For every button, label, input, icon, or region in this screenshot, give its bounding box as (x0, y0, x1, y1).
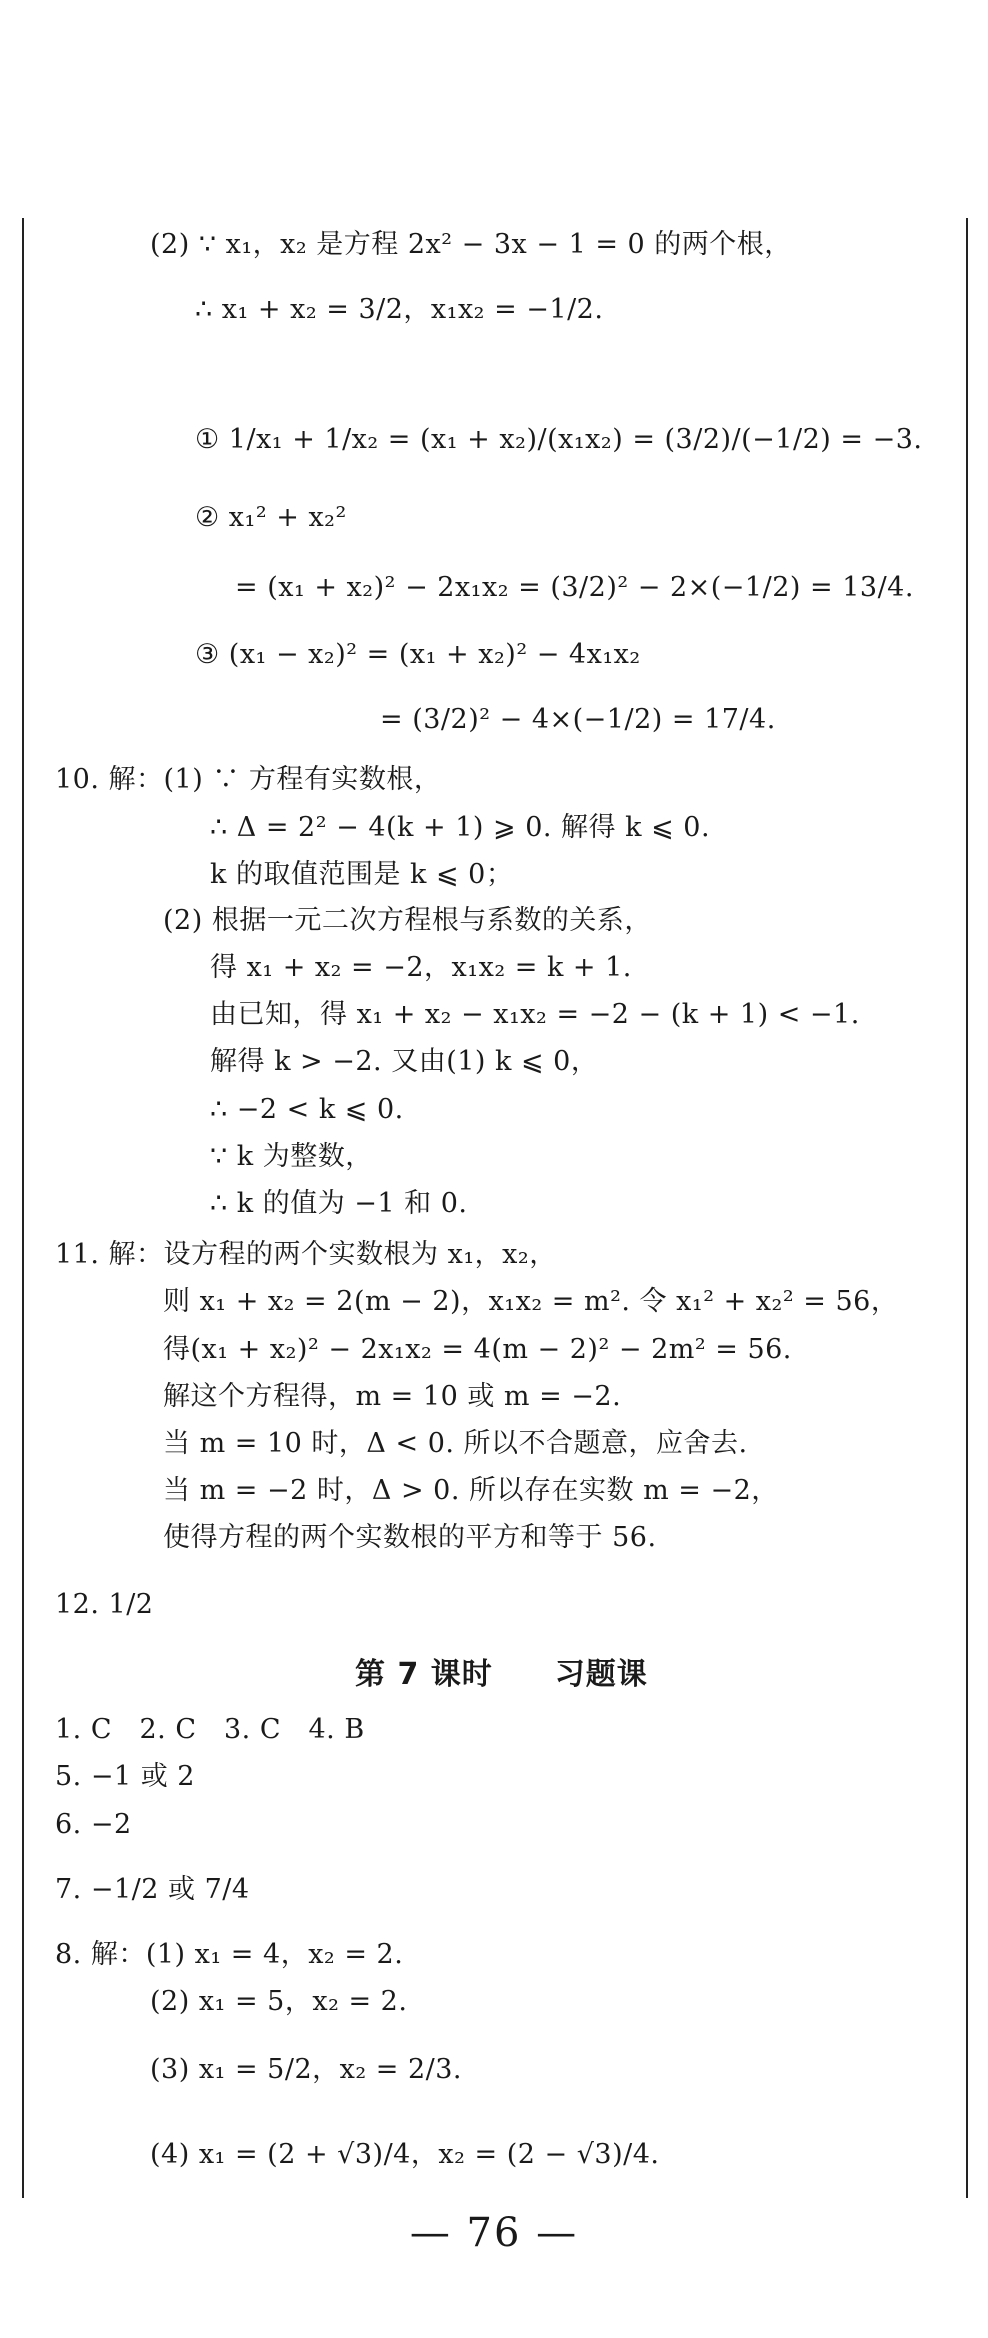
text-line: 由已知，得 x₁ + x₂ − x₁x₂ = −2 − (k + 1) < −1. (210, 999, 860, 1030)
text-line: 解这个方程得，m = 10 或 m = −2. (163, 1381, 622, 1412)
text-line: ∴ x₁ + x₂ = 3/2，x₁x₂ = −1/2. (195, 294, 604, 325)
text-line: ③ (x₁ − x₂)² = (x₁ + x₂)² − 4x₁x₂ (195, 639, 641, 670)
text-line: ∴ k 的值为 −1 和 0. (210, 1188, 468, 1219)
text-line: = (x₁ + x₂)² − 2x₁x₂ = (3/2)² − 2×(−1/2) = 13/4. (235, 572, 914, 603)
right-margin-rule (966, 218, 968, 2198)
text-line: (2) x₁ = 5，x₂ = 2. (150, 1986, 408, 2017)
text-line: ∴ −2 < k ⩽ 0. (210, 1094, 404, 1125)
left-margin-rule (22, 218, 24, 2198)
page-number: — 76 — (409, 2210, 579, 2256)
text-line: 当 m = −2 时，Δ > 0. 所以存在实数 m = −2， (163, 1475, 779, 1506)
text-line: 12. 1/2 (55, 1589, 154, 1620)
text-line: 6. −2 (55, 1809, 132, 1840)
text-line: 11. 解：设方程的两个实数根为 x₁，x₂， (55, 1239, 557, 1270)
text-line: 7. −1/2 或 7/4 (55, 1874, 250, 1905)
text-line: 解得 k > −2. 又由(1) k ⩽ 0， (210, 1046, 599, 1077)
text-line: 1. C 2. C 3. C 4. B (55, 1714, 365, 1745)
text-line: ② x₁² + x₂² (195, 502, 347, 533)
text-line: 得 x₁ + x₂ = −2，x₁x₂ = k + 1. (210, 952, 632, 983)
text-line: k 的取值范围是 k ⩽ 0； (210, 859, 514, 890)
text-line: 10. 解：(1) ∵ 方程有实数根， (55, 764, 442, 795)
text-line: (4) x₁ = (2 + √3)/4，x₂ = (2 − √3)/4. (150, 2139, 660, 2170)
text-line: 则 x₁ + x₂ = 2(m − 2)，x₁x₂ = m². 令 x₁² + x₂² = 56， (163, 1286, 899, 1317)
text-line: 得(x₁ + x₂)² − 2x₁x₂ = 4(m − 2)² − 2m² = 56. (163, 1334, 792, 1365)
text-line: (2) 根据一元二次方程根与系数的关系， (163, 905, 652, 936)
text-line: 5. −1 或 2 (55, 1761, 195, 1792)
text-line: 使得方程的两个实数根的平方和等于 56. (163, 1522, 657, 1553)
text-line: ∵ k 为整数， (210, 1141, 373, 1172)
text-line: ∴ Δ = 2² − 4(k + 1) ⩾ 0. 解得 k ⩽ 0. (210, 812, 711, 843)
text-line: (2) ∵ x₁，x₂ 是方程 2x² − 3x − 1 = 0 的两个根， (150, 229, 792, 260)
section-heading: 第 7 课时 习题课 (355, 1657, 648, 1692)
text-line: 8. 解：(1) x₁ = 4，x₂ = 2. (55, 1939, 404, 1970)
text-line: = (3/2)² − 4×(−1/2) = 17/4. (380, 704, 776, 735)
text-line: 当 m = 10 时，Δ < 0. 所以不合题意，应舍去. (163, 1428, 748, 1459)
text-line: ① 1/x₁ + 1/x₂ = (x₁ + x₂)/(x₁x₂) = (3/2)/(−1/2) = −3. (195, 424, 923, 455)
text-line: (3) x₁ = 5/2，x₂ = 2/3. (150, 2054, 462, 2085)
